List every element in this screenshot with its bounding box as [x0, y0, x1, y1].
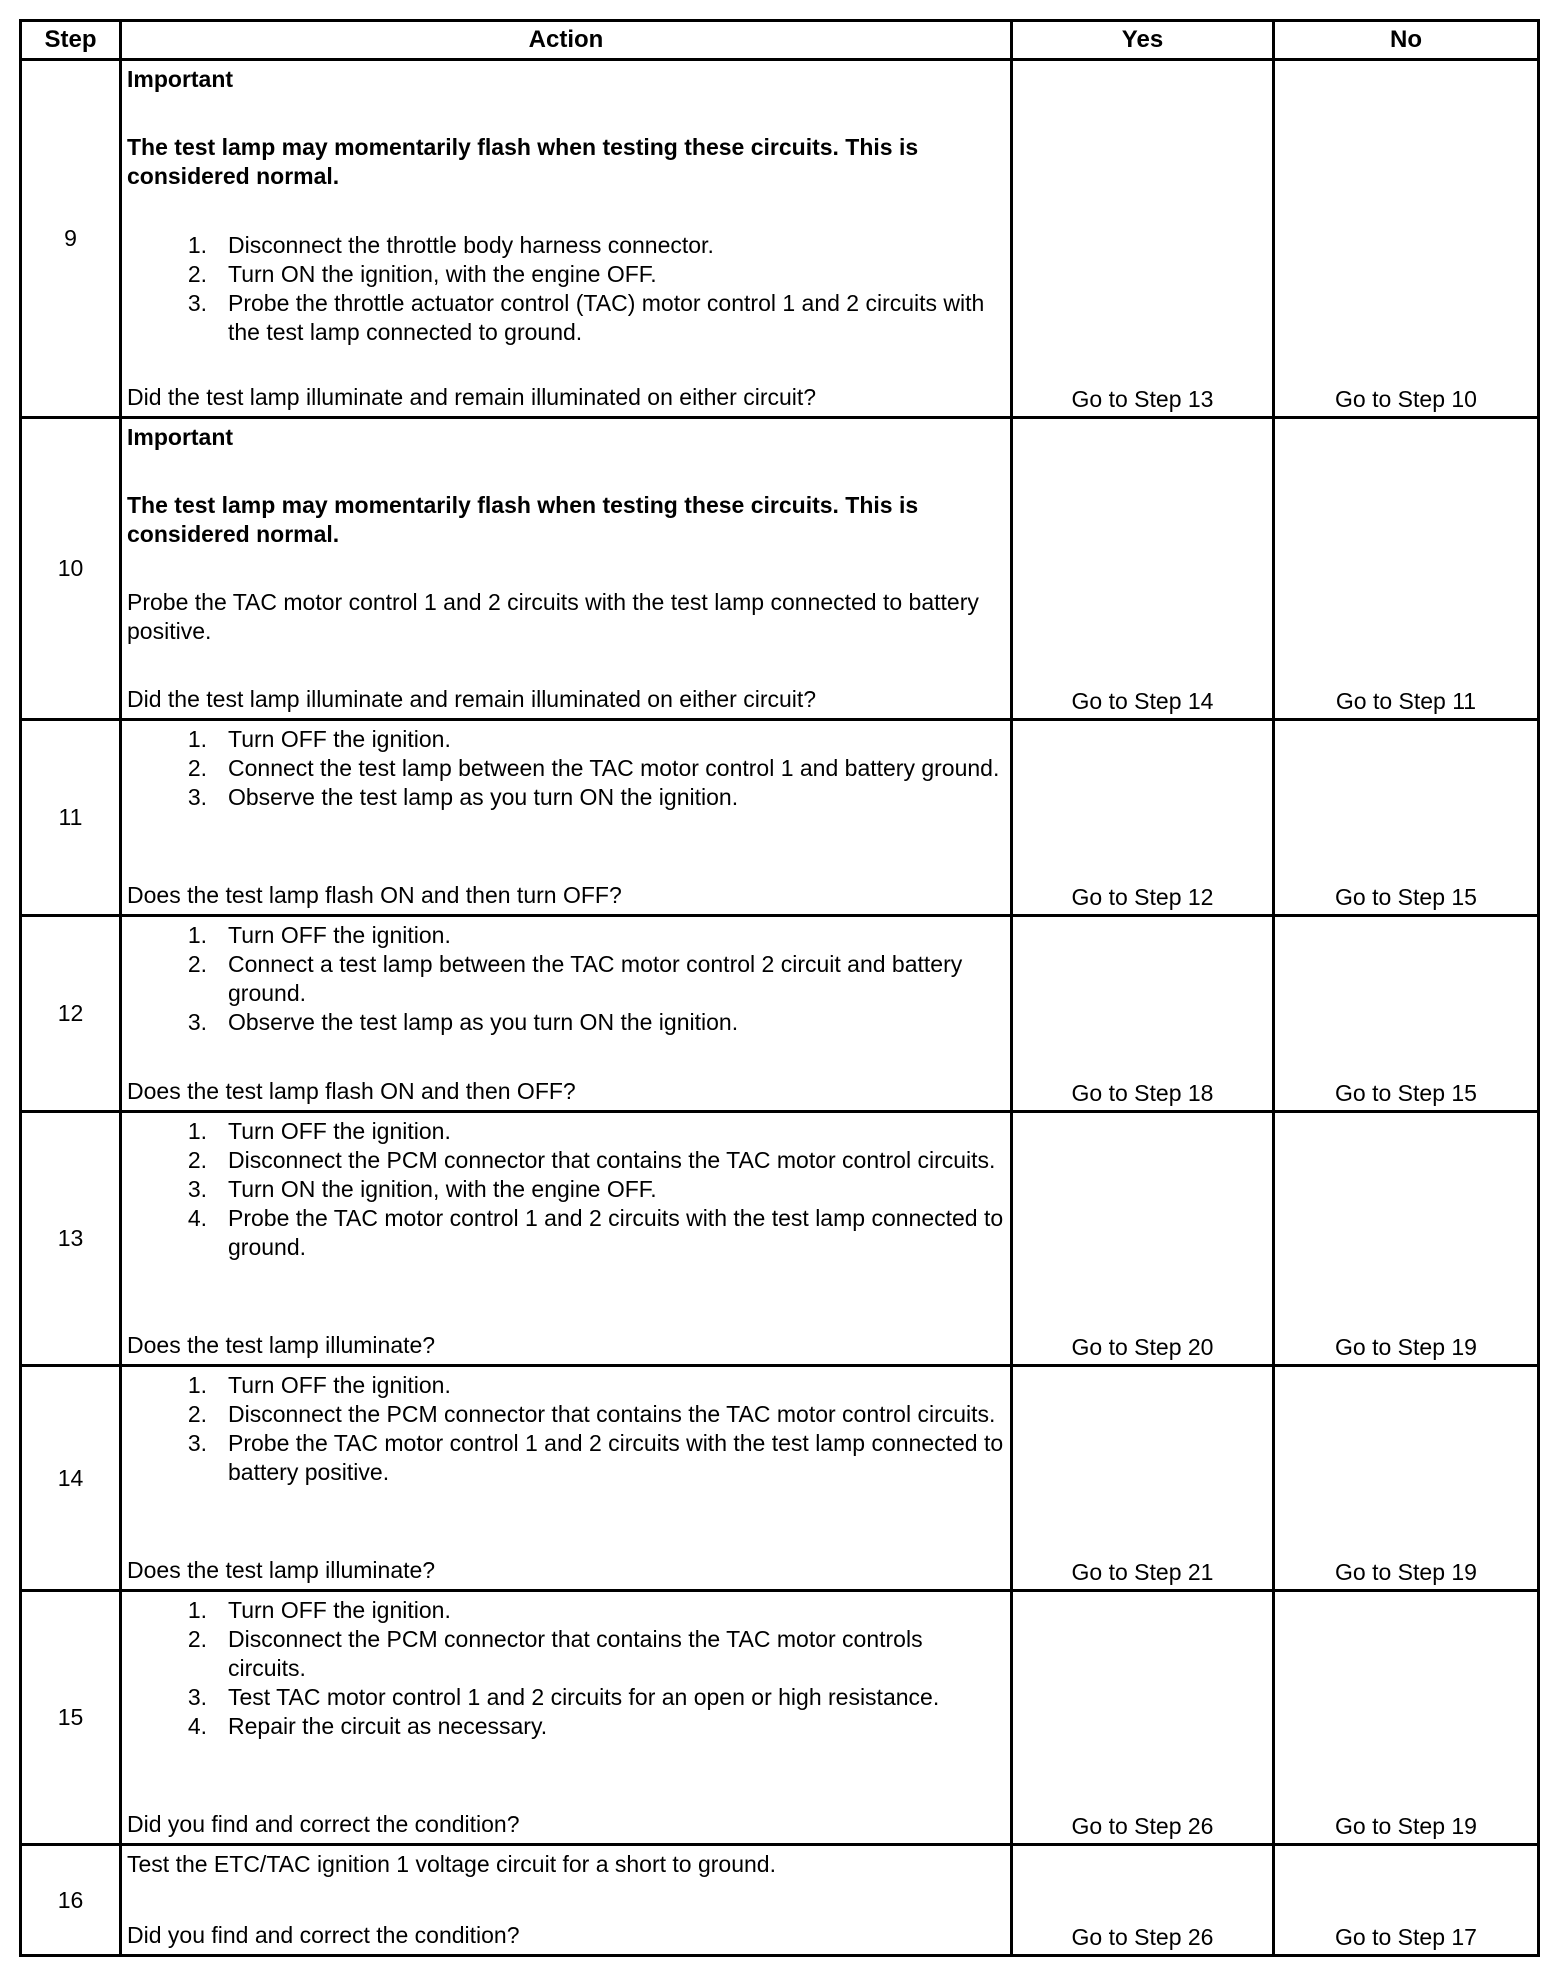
question: Did the test lamp illuminate and remain illuminated on either circuit?	[127, 686, 817, 712]
list-item: 3. Test TAC motor control 1 and 2 circuits for an open or high resistance.	[187, 1684, 940, 1710]
yes-result: Go to Step 14	[1012, 418, 1274, 720]
list-item: 3. Probe the throttle actuator control (TAC) motor control 1 and 2 circuits with the test lamp connected to ground.	[187, 290, 985, 345]
no-result: Go to Step 15	[1274, 720, 1539, 916]
list-item: 2. Disconnect the PCM connector that contains the TAC motor controls circuits.	[187, 1626, 923, 1681]
no-result: Go to Step 17	[1274, 1845, 1539, 1956]
action-text: Test the ETC/TAC ignition 1 voltage circuit for a short to ground.	[127, 1851, 776, 1877]
step-list	[127, 231, 1004, 347]
list-item: 4. Probe the TAC motor control 1 and 2 circuits with the test lamp connected to ground.	[187, 1205, 1004, 1260]
yes-result: Go to Step 20	[1012, 1112, 1274, 1366]
question: Did the test lamp illuminate and remain illuminated on either circuit?	[127, 384, 817, 410]
no-result: Go to Step 15	[1274, 916, 1539, 1112]
list-item: 1. Turn OFF the ignition.	[187, 1597, 451, 1623]
action-cell	[121, 1366, 1012, 1591]
important-note: The test lamp may momentarily flash when testing these circuits. This is considered normal.	[127, 134, 919, 189]
action-cell	[121, 418, 1012, 720]
table-row	[21, 720, 1539, 916]
action-cell	[121, 1112, 1012, 1366]
list-item: 2. Connect the test lamp between the TAC motor control 1 and battery ground.	[187, 755, 1000, 781]
no-result: Go to Step 10	[1274, 60, 1539, 418]
list-item: 2. Connect a test lamp between the TAC motor control 2 circuit and battery ground.	[187, 951, 963, 1006]
step-list	[127, 725, 1004, 812]
no-result: Go to Step 19	[1274, 1112, 1539, 1366]
important-label: Important	[127, 424, 234, 450]
list-item: 2. Disconnect the PCM connector that contains the TAC motor control circuits.	[187, 1147, 996, 1173]
list-item: 1. Turn OFF the ignition.	[187, 1372, 451, 1398]
diagnostic-table	[19, 19, 1540, 1957]
step-number: 14	[21, 1366, 121, 1591]
no-result: Go to Step 11	[1274, 418, 1539, 720]
no-result: Go to Step 19	[1274, 1366, 1539, 1591]
table-row	[21, 1112, 1539, 1366]
action-cell	[121, 720, 1012, 916]
table-row	[21, 1591, 1539, 1845]
no-result: Go to Step 19	[1274, 1591, 1539, 1845]
step-list	[127, 1117, 1004, 1262]
yes-result: Go to Step 26	[1012, 1591, 1274, 1845]
table-row	[21, 60, 1539, 418]
list-item: 3. Turn ON the ignition, with the engine OFF.	[187, 1176, 657, 1202]
yes-result: Go to Step 12	[1012, 720, 1274, 916]
yes-result: Go to Step 21	[1012, 1366, 1274, 1591]
list-item: 2. Disconnect the PCM connector that contains the TAC motor control circuits.	[187, 1401, 996, 1427]
table-row	[21, 1366, 1539, 1591]
header-action: Action	[121, 21, 1012, 60]
step-number: 13	[21, 1112, 121, 1366]
list-item: 3. Observe the test lamp as you turn ON the ignition.	[187, 784, 739, 810]
yes-result: Go to Step 18	[1012, 916, 1274, 1112]
header-yes: Yes	[1012, 21, 1274, 60]
list-item: 3. Observe the test lamp as you turn ON the ignition.	[187, 1009, 739, 1035]
yes-result: Go to Step 26	[1012, 1845, 1274, 1956]
question: Does the test lamp illuminate?	[127, 1332, 436, 1358]
header-step: Step	[21, 21, 121, 60]
question: Did you find and correct the condition?	[127, 1922, 520, 1948]
step-number: 10	[21, 418, 121, 720]
list-item: 1. Turn OFF the ignition.	[187, 1118, 451, 1144]
action-cell	[121, 1845, 1012, 1956]
step-list	[127, 1596, 1004, 1741]
action-text: Probe the TAC motor control 1 and 2 circuits with the test lamp connected to battery positive.	[127, 589, 979, 644]
action-cell	[121, 1591, 1012, 1845]
step-number: 9	[21, 60, 121, 418]
step-list	[127, 1371, 1004, 1487]
question: Does the test lamp flash ON and then turn OFF?	[127, 882, 622, 908]
header-row	[21, 21, 1539, 60]
action-cell	[121, 916, 1012, 1112]
list-item: 4. Repair the circuit as necessary.	[187, 1713, 548, 1739]
list-item: 1. Turn OFF the ignition.	[187, 726, 451, 752]
step-number: 12	[21, 916, 121, 1112]
table-row	[21, 1845, 1539, 1956]
table-row	[21, 418, 1539, 720]
yes-result: Go to Step 13	[1012, 60, 1274, 418]
question: Did you find and correct the condition?	[127, 1811, 520, 1837]
important-label: Important	[127, 66, 234, 92]
header-no: No	[1274, 21, 1539, 60]
step-number: 15	[21, 1591, 121, 1845]
question: Does the test lamp illuminate?	[127, 1557, 436, 1583]
question: Does the test lamp flash ON and then OFF?	[127, 1078, 576, 1104]
list-item: 1. Disconnect the throttle body harness connector.	[187, 232, 714, 258]
list-item: 1. Turn OFF the ignition.	[187, 922, 451, 948]
step-list	[127, 921, 1004, 1037]
step-number: 16	[21, 1845, 121, 1956]
list-item: 2. Turn ON the ignition, with the engine OFF.	[187, 261, 657, 287]
table-row	[21, 916, 1539, 1112]
list-item: 3. Probe the TAC motor control 1 and 2 circuits with the test lamp connected to battery positive.	[187, 1430, 1004, 1485]
step-number: 11	[21, 720, 121, 916]
action-cell	[121, 60, 1012, 418]
important-note: The test lamp may momentarily flash when testing these circuits. This is considered normal.	[127, 492, 919, 547]
